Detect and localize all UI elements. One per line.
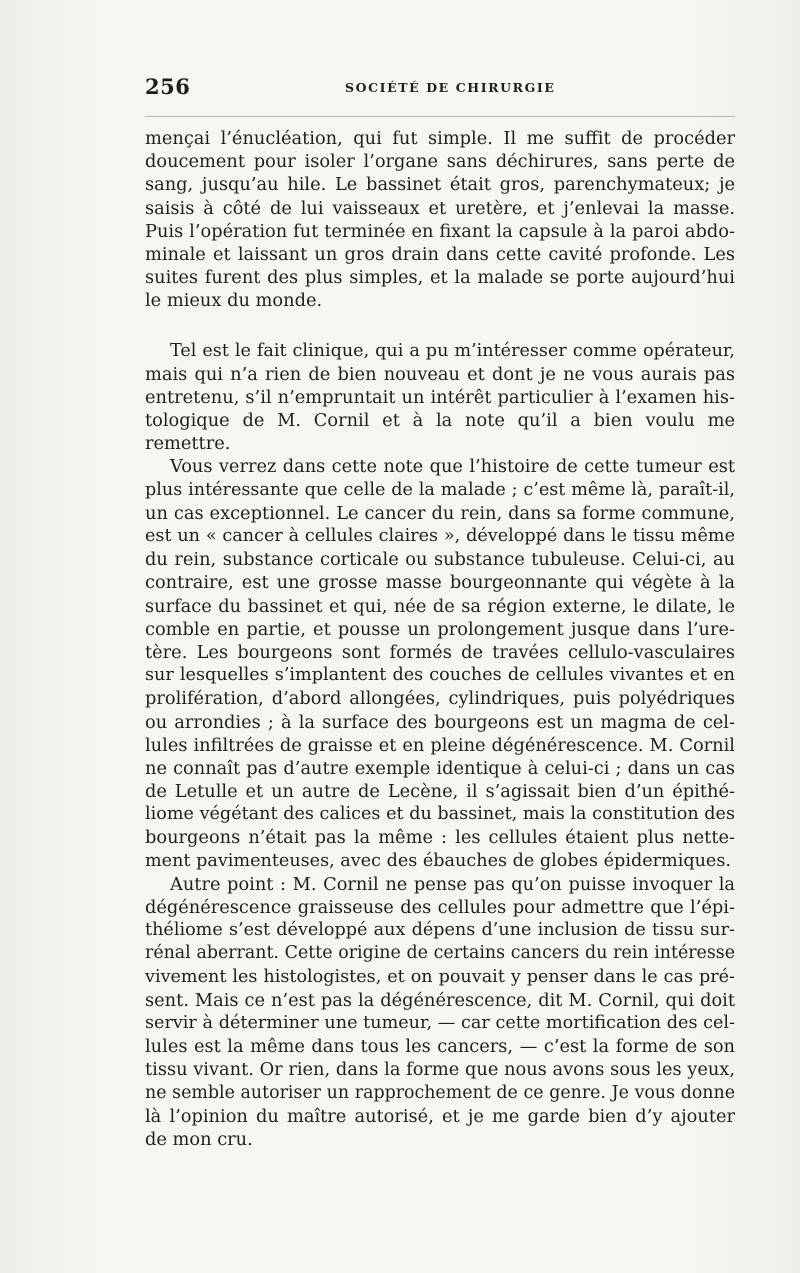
text-line: de mon cru. <box>145 1128 253 1150</box>
text-line: minale et laissant un gros drain dans cette cavité profonde. Les <box>145 243 735 265</box>
text-line: tissu vivant. Or rien, dans la forme que nous avons sous les yeux, <box>145 1059 735 1081</box>
text-line: du rein, substance corticale ou substance tubuleuse. Celui-ci, au <box>145 549 735 571</box>
text-line: servir à déterminer une tumeur, — car cette mortification des cel- <box>145 1012 735 1033</box>
text-line: ment pavimenteuses, avec des ébauches de globes épidermiques. <box>145 850 731 871</box>
text-line: tère. Les bourgeons sont formés de travées cellulo-vasculaires <box>145 641 735 663</box>
text-line: Puis l’opération fut terminée en fixant la capsule à la paroi abdo- <box>145 220 735 242</box>
text-line: liome végétant des calices et du bassinet, mais la constitution des <box>145 804 735 825</box>
text-line: vivement les histologistes, et on pouvait y penser dans le cas pré- <box>145 966 735 987</box>
text-line: prolifération, d’abord allongées, cylindriques, puis polyédriques <box>145 688 735 710</box>
text-line: surface du bassinet et qui, née de sa région externe, le dilate, le <box>145 595 735 617</box>
text-line: doucement pour isoler l’organe sans déchirures, sans perte de <box>145 151 735 173</box>
text-line: théliome s’est développé aux dépens d’une inclusion de tissu sur- <box>145 920 735 941</box>
journal-title: SOCIÉTÉ DE CHIRURGIE <box>345 80 556 95</box>
text-line: Tel est le fait clinique, qui a pu m’intéresser comme opérateur, <box>170 340 735 361</box>
text-line: rénal aberrant. Cette origine de certains cancers du rein intéresse <box>145 943 735 964</box>
paragraph-4 <box>145 873 735 1151</box>
text-line: suites furent des plus simples, et la malade se porte aujourd’hui <box>145 267 735 289</box>
text-line: sent. Mais ce n’est pas la dégénérescence, dit M. Cornil, qui doit <box>145 989 735 1011</box>
running-head <box>145 74 735 106</box>
text-line: un cas exceptionnel. Le cancer du rein, dans sa forme commune, <box>145 502 735 524</box>
paragraph-3 <box>145 455 735 872</box>
text-line: ou arrondies ; à la surface des bourgeons est un magma de cel- <box>145 711 735 733</box>
header-rule <box>145 116 735 117</box>
text-line: tologique de M. Cornil et à la note qu’il a bien voulu me <box>145 410 735 432</box>
text-line: de Letulle et un autre de Lecène, il s’agissait bien d’un épithé- <box>145 781 735 803</box>
text-line: entretenu, s’il n’empruntait un intérêt particulier à l’examen his- <box>145 386 735 408</box>
page-number: 256 <box>145 74 191 99</box>
text-line: bourgeons n’était pas la même : les cellules étaient plus nette- <box>145 827 735 849</box>
text-line: contraire, est une grosse masse bourgeonnante qui végète à la <box>145 572 735 594</box>
text-line: lules infiltrées de graisse et en pleine dégénérescence. M. Cornil <box>145 734 735 756</box>
text-line: sur lesquelles s’implantent des couches de cellules vivantes et en <box>145 665 735 686</box>
text-line: dégénérescence graisseuse des cellules pour admettre que l’épi- <box>145 897 735 918</box>
text-line: Autre point : M. Cornil ne pense pas qu’on puisse invoquer la <box>170 873 735 895</box>
text-line: saisis à côté de lui vaisseaux et uretère, et j’enlevai la masse. <box>145 197 735 219</box>
body-text <box>145 127 735 1151</box>
paragraph-1 <box>145 127 735 313</box>
paragraph-spacer <box>145 313 735 340</box>
paragraph-2 <box>145 340 735 456</box>
text-line: mençai l’énucléation, qui fut simple. Il me suffit de procéder <box>145 128 735 149</box>
text-line: le mieux du monde. <box>145 290 323 312</box>
text-line: mais qui n’a rien de bien nouveau et dont je ne vous aurais pas <box>145 363 735 385</box>
text-line: ne semble autoriser un rapprochement de ce genre. Je vous donne <box>145 1082 735 1103</box>
text-line: sang, jusqu’au hile. Le bassinet était gros, parenchymateux; je <box>145 174 735 196</box>
text-line: ne connaît pas d’autre exemple identique à celui-ci ; dans un cas <box>145 757 735 779</box>
text-line: plus intéressante que celle de la malade ; c’est même là, paraît-il, <box>145 479 735 500</box>
text-line: est un « cancer à cellules claires », développé dans le tissu même <box>145 526 735 546</box>
text-line: comble en partie, et pousse un prolongement jusque dans l’ure- <box>145 618 735 640</box>
text-line: là l’opinion du maître autorisé, et je me garde bien d’y ajouter <box>145 1105 735 1127</box>
text-line: remettre. <box>145 433 231 455</box>
text-line: lules est la même dans tous les cancers, — c’est la forme de son <box>145 1036 735 1058</box>
text-line: Vous verrez dans cette note que l’histoire de cette tumeur est <box>170 456 735 478</box>
